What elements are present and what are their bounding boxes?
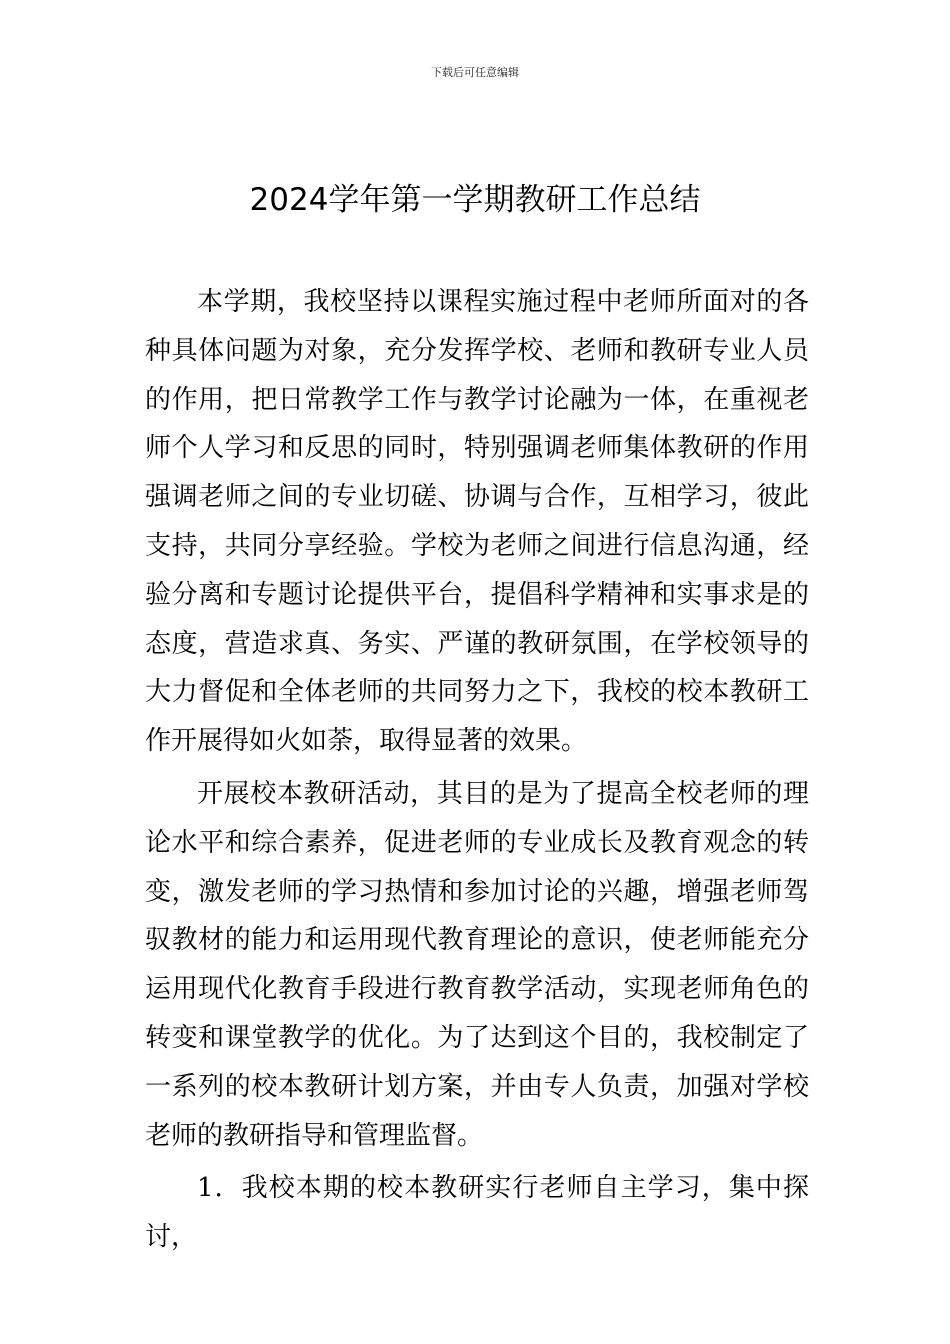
header-note: 下载后可任意编辑 [431,66,519,79]
document-title: 2024学年第一学期教研工作总结 [249,182,701,218]
paragraph-purpose: 开展校本教研活动，其目的是为了提高全校老师的理论水平和综合素养，促进老师的专业成长及教育观念的转变，激发老师的学习热情和参加讨论的兴趣，增强老师驾驭教材的能力和运用现代教育理论的意识，使老师能充分运用现代化教育手段进行教育教学活动，实现老师角色的转变和课堂教学的优化。为了达到这个目的，我校制定了一系列的校本教研计划方案，并由专人负责，加强对学校老师的教研指导和管理监督。 [145,778,809,1151]
document-body [145,278,809,1262]
paragraph-intro: 本学期，我校坚持以课程实施过程中老师所面对的各种具体问题为对象，充分发挥学校、老师和教研专业人员的作用，把日常教学工作与教学讨论融为一体，在重视老师个人学习和反思的同时，特别强调老师集体教研的作用强调老师之间的专业切磋、协调与合作，互相学习，彼此支持，共同分享经验。学校为老师之间进行信息沟通，经验分离和专题讨论提供平台，提倡科学精神和实事求是的态度，营造求真、务实、严谨的教研氛围，在学校领导的大力督促和全体老师的共同努力之下，我校的校本教研工作开展得如火如荼，取得显著的效果。 [145,287,809,757]
paragraph-item-1: 1．我校本期的校本教研实行老师自主学习，集中探讨， [145,1173,809,1253]
